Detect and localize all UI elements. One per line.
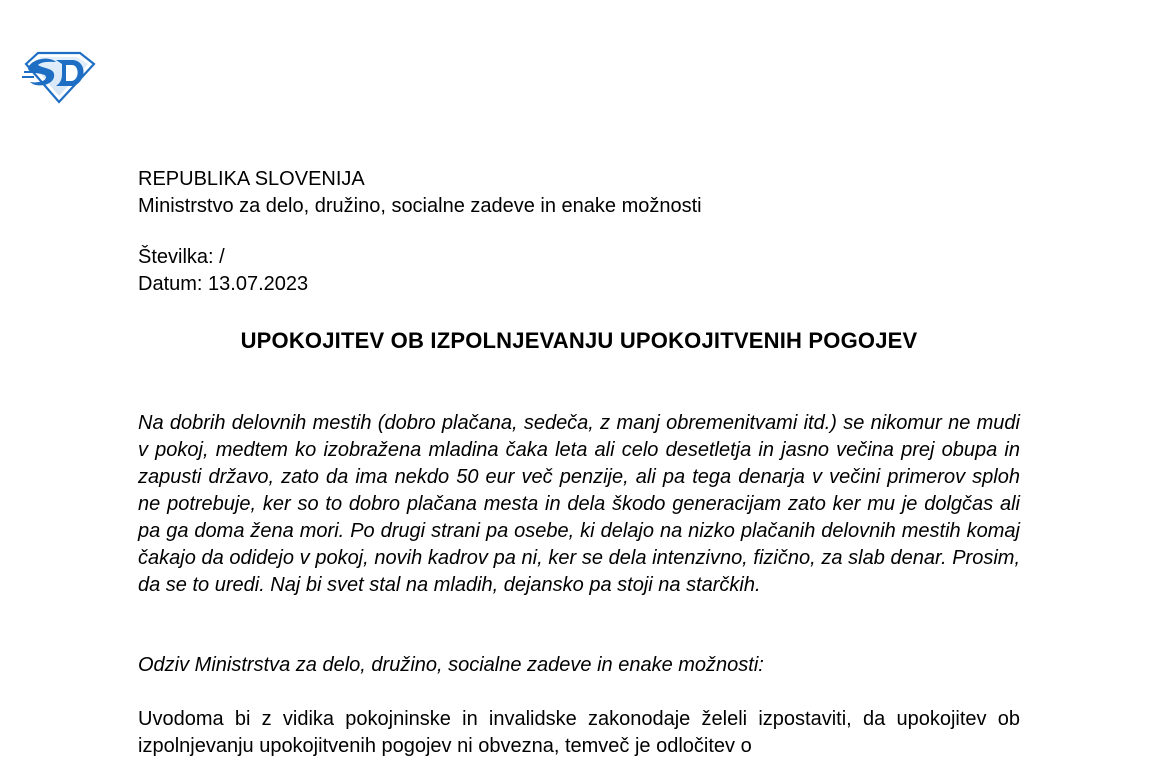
response-heading: Odziv Ministrstva za delo, družino, socialne zadeve in enake možnosti:: [138, 654, 764, 676]
response-body: Uvodoma bi z vidika pokojninske in invalidske zakonodaje želeli izpostaviti, da upokojitev ob izpolnjevanju upokojitvenih pogojev ni obvezna, temveč je odločitev o: [138, 708, 1020, 757]
letterhead: [138, 166, 702, 220]
sd-shield-icon: [22, 50, 96, 104]
ministry-name: Ministrstvo za delo, družino, socialne zadeve in enake možnosti: [138, 195, 702, 217]
sd-logo-icon: [22, 50, 96, 104]
citizen-question: Na dobrih delovnih mestih (dobro plačana, sedeča, z manj obremenitvami itd.) se nikomur ne mudi v pokoj, medtem ko izobražena mladina čaka leta ali celo desetletja in jasno večina prej obupa in zapusti državo, zato da ima nekdo 50 eur več penzije, ali pa tega denarja v večini primerov sploh ne potrebuje, ker so to dobro plačana mesta in dela škodo generacijam zato ker mu je dolgčas ali pa ga doma žena mori. Po drugi strani pa osebe, ki delajo na nizko plačanih delovnih mestih komaj čakajo da odidejo v pokoj, novih kadrov pa ni, ker se dela intenzivno, fizično, za slab denar. Prosim, da se to uredi. Naj bi svet stal na mladih, dejansko pa stoji na starčkih.: [138, 412, 1020, 596]
country-name: REPUBLIKA SLOVENIJA: [138, 168, 365, 190]
document-meta: [138, 244, 308, 298]
document-date: Datum: 13.07.2023: [138, 273, 309, 295]
document-number: Številka: /: [138, 246, 225, 268]
document-title: UPOKOJITEV OB IZPOLNJEVANJU UPOKOJITVENIH POGOJEV: [240, 328, 918, 353]
